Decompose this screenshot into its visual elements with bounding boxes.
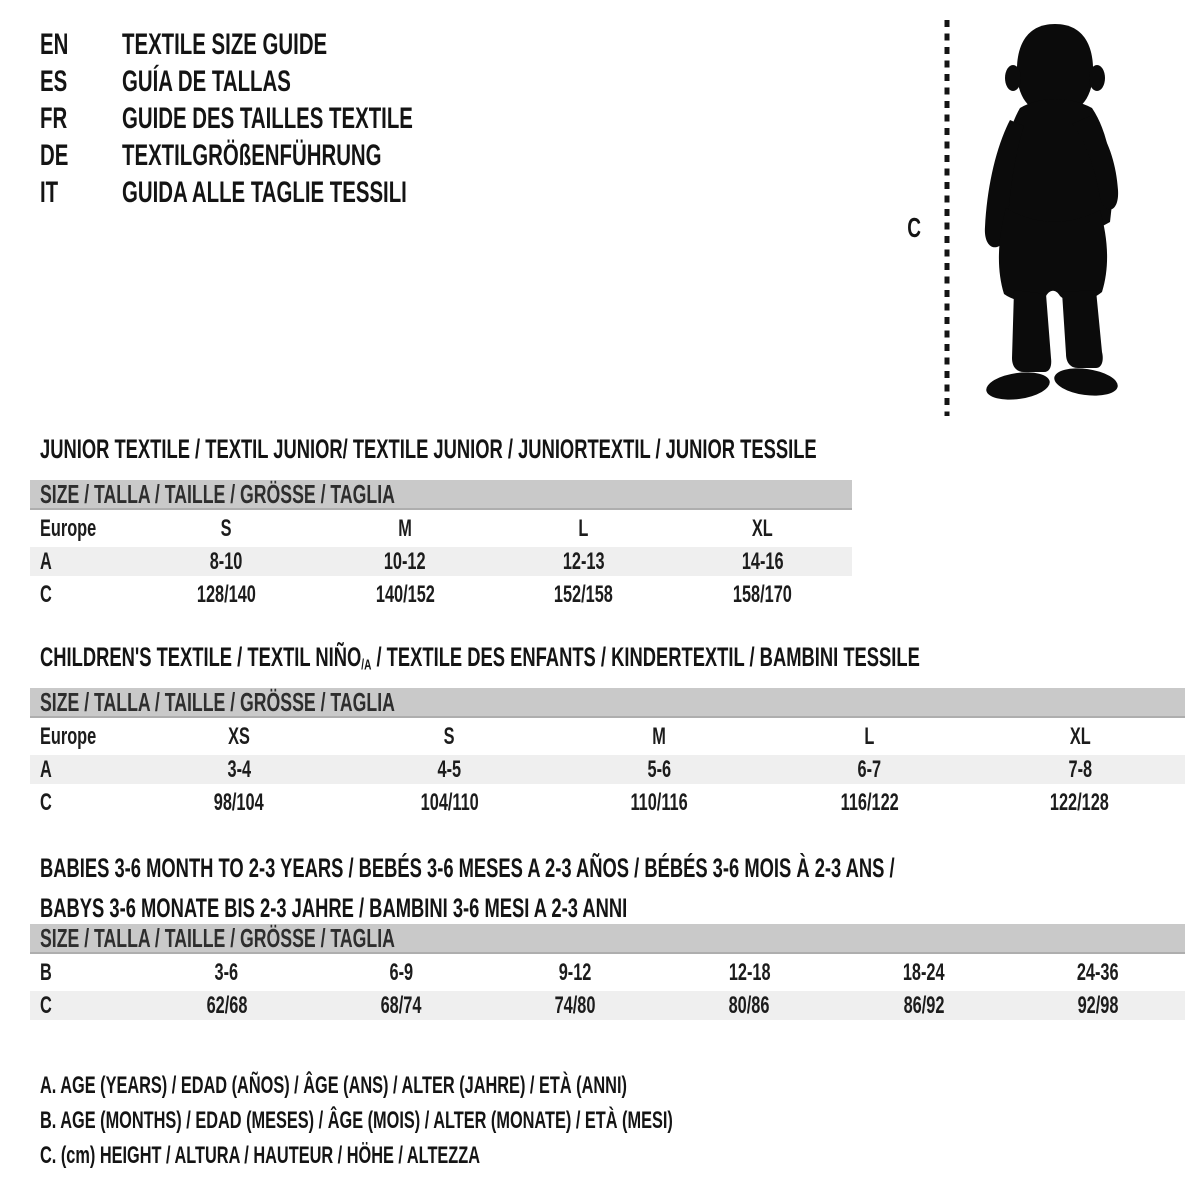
age-value: 18-24 [902, 958, 945, 986]
guide-title-es: GUÍA DE TALLAS [122, 65, 291, 98]
babies-title-line2: BABYS 3-6 MONATE BIS 2-3 JAHRE / BAMBINI 3-6 MESI A 2-3 ANNI [40, 893, 628, 923]
junior-size-table [30, 480, 852, 611]
language-code: FR [40, 102, 68, 135]
age-value: 10-12 [384, 547, 426, 575]
size-label: XL [1069, 722, 1091, 750]
babies-size-table [30, 924, 1185, 1022]
size-label: L [578, 514, 589, 542]
size-label: L [864, 722, 875, 750]
region-label: Europe [40, 514, 97, 542]
age-value: 4-5 [437, 755, 462, 783]
height-value: 152/158 [554, 580, 614, 608]
height-cm-row [30, 786, 1185, 819]
height-value: 110/116 [630, 788, 689, 816]
guide-title-it: GUIDA ALLE TAGLIE TESSILI [122, 176, 407, 209]
height-value: 104/110 [420, 788, 479, 816]
age-value: 3-6 [215, 958, 239, 986]
size-header-bar [30, 924, 1185, 954]
guide-title-de: TEXTILGRÖßENFÜHRUNG [122, 139, 382, 172]
measure-c-label: C [907, 212, 921, 243]
height-value: 86/92 [903, 991, 945, 1019]
language-row-es [40, 63, 550, 100]
size-label: XS [228, 722, 250, 750]
size-label: M [652, 722, 667, 750]
size-row [30, 720, 1185, 753]
age-value: 12-13 [562, 547, 605, 575]
legend-age-years: A. AGE (YEARS) / EDAD (AÑOS) / ÂGE (ANS) / ALTER (JAHRE) / ETÀ (ANNI) [40, 1072, 627, 1099]
measure-legend [40, 1068, 971, 1173]
row-key: C [40, 991, 52, 1019]
language-row-fr [40, 100, 550, 137]
age-value: 3-4 [227, 755, 251, 783]
age-years-row [30, 545, 852, 578]
language-row-it [40, 174, 550, 211]
size-header-bar [30, 480, 852, 510]
legend-height-cm: C. (cm) HEIGHT / ALTURA / HAUTEUR / HÖHE / ALTEZZA [40, 1142, 481, 1169]
height-value: 68/74 [380, 991, 422, 1019]
height-measure-figure [898, 12, 1168, 424]
age-months-row [30, 956, 1185, 989]
size-header-text: SIZE / TALLA / TAILLE / GRÖSSE / TAGLIA [40, 923, 395, 953]
height-value: 116/122 [840, 788, 899, 816]
height-cm-row [30, 578, 852, 611]
size-header-text: SIZE / TALLA / TAILLE / GRÖSSE / TAGLIA [40, 479, 395, 509]
children-section-title [40, 642, 1200, 681]
age-value: 6-9 [389, 958, 413, 986]
row-key: A [40, 547, 52, 575]
legend-age-months: B. AGE (MONTHS) / EDAD (MESES) / ÂGE (MOIS) / ALTER (MONATE) / ETÀ (MESI) [40, 1107, 673, 1134]
age-value: 9-12 [558, 958, 592, 986]
language-code: EN [40, 28, 69, 61]
guide-title-en: TEXTILE SIZE GUIDE [122, 28, 328, 61]
age-value: 7-8 [1068, 755, 1092, 783]
junior-title-text: JUNIOR TEXTILE / TEXTIL JUNIOR/ TEXTILE JUNIOR / JUNIORTEXTIL / JUNIOR TESSILE [40, 434, 817, 464]
height-value: 122/128 [1050, 788, 1110, 816]
height-value: 98/104 [214, 788, 264, 816]
language-title-list [40, 26, 550, 211]
children-title-subscript: /A [361, 657, 372, 674]
size-label: S [443, 722, 455, 750]
guide-title-fr: GUIDE DES TAILLES TEXTILE [122, 102, 413, 135]
region-label: Europe [40, 722, 97, 750]
row-key: C [40, 580, 52, 608]
age-value: 24-36 [1076, 958, 1119, 986]
height-cm-row [30, 989, 1185, 1022]
age-years-row [30, 753, 1185, 786]
language-code: IT [40, 176, 59, 209]
size-label: S [220, 514, 232, 542]
height-value: 92/98 [1077, 991, 1119, 1019]
babies-title-line1: BABIES 3-6 MONTH TO 2-3 YEARS / BEBÉS 3-6 MESES A 2-3 AÑOS / BÉBÉS 3-6 MOIS À 2-3 ANS / [40, 853, 895, 883]
size-label: XL [752, 514, 774, 542]
children-title-text: CHILDREN'S TEXTILE / TEXTIL NIÑO [40, 642, 362, 672]
babies-section-title [40, 848, 1200, 928]
children-title-text-rest: / TEXTILE DES ENFANTS / KINDERTEXTIL / BAMBINI TESSILE [371, 642, 920, 672]
age-value: 12-18 [728, 958, 771, 986]
size-header-bar [30, 688, 1185, 718]
language-code: ES [40, 65, 68, 98]
height-measure-dashed-line [942, 20, 952, 416]
age-value: 6-7 [857, 755, 882, 783]
size-header-text: SIZE / TALLA / TAILLE / GRÖSSE / TAGLIA [40, 687, 395, 717]
height-value: 74/80 [554, 991, 596, 1019]
language-code: DE [40, 139, 69, 172]
height-value: 80/86 [729, 991, 770, 1019]
row-key: B [40, 958, 52, 986]
age-value: 5-6 [647, 755, 672, 783]
junior-section-title [40, 434, 1182, 464]
height-value: 128/140 [196, 580, 256, 608]
row-key: A [40, 755, 52, 783]
language-row-en [40, 26, 550, 63]
children-size-table [30, 688, 1185, 819]
size-label: M [398, 514, 412, 542]
age-value: 8-10 [209, 547, 243, 575]
height-value: 62/68 [206, 991, 248, 1019]
row-key: C [40, 788, 52, 816]
size-row [30, 512, 852, 545]
toddler-silhouette-image [960, 12, 1150, 422]
language-row-de [40, 137, 550, 174]
height-value: 158/170 [733, 580, 793, 608]
height-value: 140/152 [375, 580, 435, 608]
age-value: 14-16 [741, 547, 784, 575]
